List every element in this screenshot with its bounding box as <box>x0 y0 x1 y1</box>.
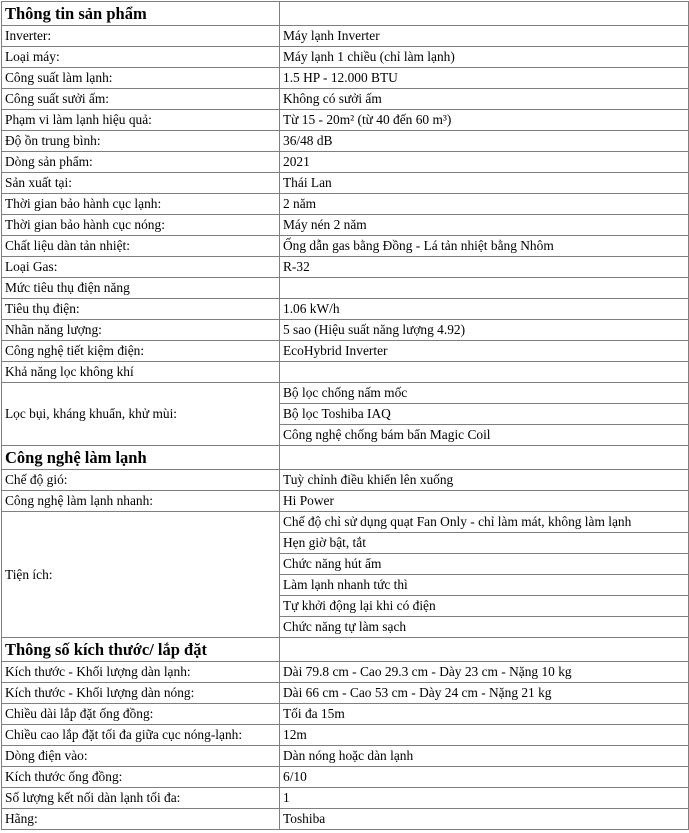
row-value: Máy lạnh 1 chiều (chỉ làm lạnh) <box>280 47 689 68</box>
row-label: Độ ồn trung bình: <box>2 131 280 152</box>
row-label: Chiều cao lắp đặt tối đa giữa cục nóng-lạnh: <box>2 725 280 746</box>
table-row <box>2 362 689 383</box>
row-label: Loại máy: <box>2 47 280 68</box>
row-label: Công suất sưởi ấm: <box>2 89 280 110</box>
row-label: Lọc bụi, kháng khuẩn, khử mùi: <box>2 383 280 446</box>
row-value: Toshiba <box>280 809 689 830</box>
table-row <box>2 320 689 341</box>
row-value: Chế độ chỉ sử dụng quạt Fan Only - chỉ làm mát, không làm lạnh <box>280 512 689 533</box>
row-value: Thái Lan <box>280 173 689 194</box>
row-value: 5 sao (Hiệu suất năng lượng 4.92) <box>280 320 689 341</box>
row-value: Công nghệ chống bám bẩn Magic Coil <box>280 425 689 446</box>
row-value: 12m <box>280 725 689 746</box>
row-label: Chế độ gió: <box>2 470 280 491</box>
table-row <box>2 662 689 683</box>
table-row <box>2 68 689 89</box>
table-row <box>2 47 689 68</box>
row-value: Không có sưởi ấm <box>280 89 689 110</box>
row-label: Thời gian bảo hành cục lạnh: <box>2 194 280 215</box>
table-row <box>2 704 689 725</box>
table-row <box>2 173 689 194</box>
row-label: Chiều dài lắp đặt ống đồng: <box>2 704 280 725</box>
table-row <box>2 89 689 110</box>
section-header-blank-cell <box>280 446 689 470</box>
row-label: Chất liệu dàn tản nhiệt: <box>2 236 280 257</box>
table-row <box>2 725 689 746</box>
row-value: 36/48 dB <box>280 131 689 152</box>
spec-table <box>1 1 689 830</box>
section-header-blank-cell <box>280 638 689 662</box>
row-value: Dài 79.8 cm - Cao 29.3 cm - Dày 23 cm - Nặng 10 kg <box>280 662 689 683</box>
row-label: Thời gian bảo hành cục nóng: <box>2 215 280 236</box>
row-value: Chức năng tự làm sạch <box>280 617 689 638</box>
table-row <box>2 26 689 47</box>
table-row <box>2 341 689 362</box>
table-row <box>2 236 689 257</box>
row-value: EcoHybrid Inverter <box>280 341 689 362</box>
row-label: Tiêu thụ điện: <box>2 299 280 320</box>
row-value: Từ 15 - 20m² (từ 40 đến 60 m³) <box>280 110 689 131</box>
section-header-blank-cell <box>280 2 689 26</box>
row-label: Kích thước - Khối lượng dàn nóng: <box>2 683 280 704</box>
row-label: Kích thước - Khối lượng dàn lạnh: <box>2 662 280 683</box>
table-row <box>2 383 689 404</box>
table-row <box>2 299 689 320</box>
section-header-row <box>2 446 689 470</box>
section-title: Thông số kích thước/ lắp đặt <box>2 638 280 662</box>
row-label: Sản xuất tại: <box>2 173 280 194</box>
row-value <box>280 278 689 299</box>
section-header-row <box>2 638 689 662</box>
row-value: Bộ lọc chống nấm mốc <box>280 383 689 404</box>
row-value: 1 <box>280 788 689 809</box>
row-value: R-32 <box>280 257 689 278</box>
table-row <box>2 767 689 788</box>
row-label: Công suất làm lạnh: <box>2 68 280 89</box>
row-value: Hẹn giờ bật, tắt <box>280 533 689 554</box>
table-row <box>2 152 689 173</box>
row-value: Dài 66 cm - Cao 53 cm - Dày 24 cm - Nặng 21 kg <box>280 683 689 704</box>
table-row <box>2 788 689 809</box>
row-label: Tiện ích: <box>2 512 280 638</box>
table-row <box>2 809 689 830</box>
row-label: Công nghệ làm lạnh nhanh: <box>2 491 280 512</box>
row-label: Kích thước ống đồng: <box>2 767 280 788</box>
row-value: Tự khởi động lại khi có điện <box>280 596 689 617</box>
table-row <box>2 683 689 704</box>
table-row <box>2 470 689 491</box>
table-row <box>2 131 689 152</box>
row-value: 1.5 HP - 12.000 BTU <box>280 68 689 89</box>
table-row <box>2 491 689 512</box>
row-label: Số lượng kết nối dàn lạnh tối đa: <box>2 788 280 809</box>
row-value: Máy nén 2 năm <box>280 215 689 236</box>
row-label: Khả năng lọc không khí <box>2 362 280 383</box>
row-value: Máy lạnh Inverter <box>280 26 689 47</box>
row-value: Hi Power <box>280 491 689 512</box>
table-row <box>2 512 689 533</box>
row-label: Công nghệ tiết kiệm điện: <box>2 341 280 362</box>
table-row <box>2 257 689 278</box>
table-row <box>2 194 689 215</box>
row-value: Tối đa 15m <box>280 704 689 725</box>
row-value: 1.06 kW/h <box>280 299 689 320</box>
row-label: Nhãn năng lượng: <box>2 320 280 341</box>
row-label: Inverter: <box>2 26 280 47</box>
row-value: Tuỳ chỉnh điều khiển lên xuống <box>280 470 689 491</box>
row-value: Dàn nóng hoặc dàn lạnh <box>280 746 689 767</box>
row-label: Hãng: <box>2 809 280 830</box>
row-label: Dòng điện vào: <box>2 746 280 767</box>
table-row <box>2 110 689 131</box>
row-value: 2 năm <box>280 194 689 215</box>
row-value: 6/10 <box>280 767 689 788</box>
row-label: Phạm vi làm lạnh hiệu quả: <box>2 110 280 131</box>
row-label: Dòng sản phẩm: <box>2 152 280 173</box>
table-row <box>2 278 689 299</box>
section-title: Thông tin sản phẩm <box>2 2 280 26</box>
section-title: Công nghệ làm lạnh <box>2 446 280 470</box>
row-value: Ống dẫn gas bằng Đồng - Lá tản nhiệt bằng Nhôm <box>280 236 689 257</box>
row-value: Chức năng hút ẩm <box>280 554 689 575</box>
spec-table-body <box>2 2 689 830</box>
row-label: Mức tiêu thụ điện năng <box>2 278 280 299</box>
row-value: 2021 <box>280 152 689 173</box>
row-label: Loại Gas: <box>2 257 280 278</box>
section-header-row <box>2 2 689 26</box>
row-value <box>280 362 689 383</box>
table-row <box>2 746 689 767</box>
table-row <box>2 215 689 236</box>
row-value: Bộ lọc Toshiba IAQ <box>280 404 689 425</box>
row-value: Làm lạnh nhanh tức thì <box>280 575 689 596</box>
